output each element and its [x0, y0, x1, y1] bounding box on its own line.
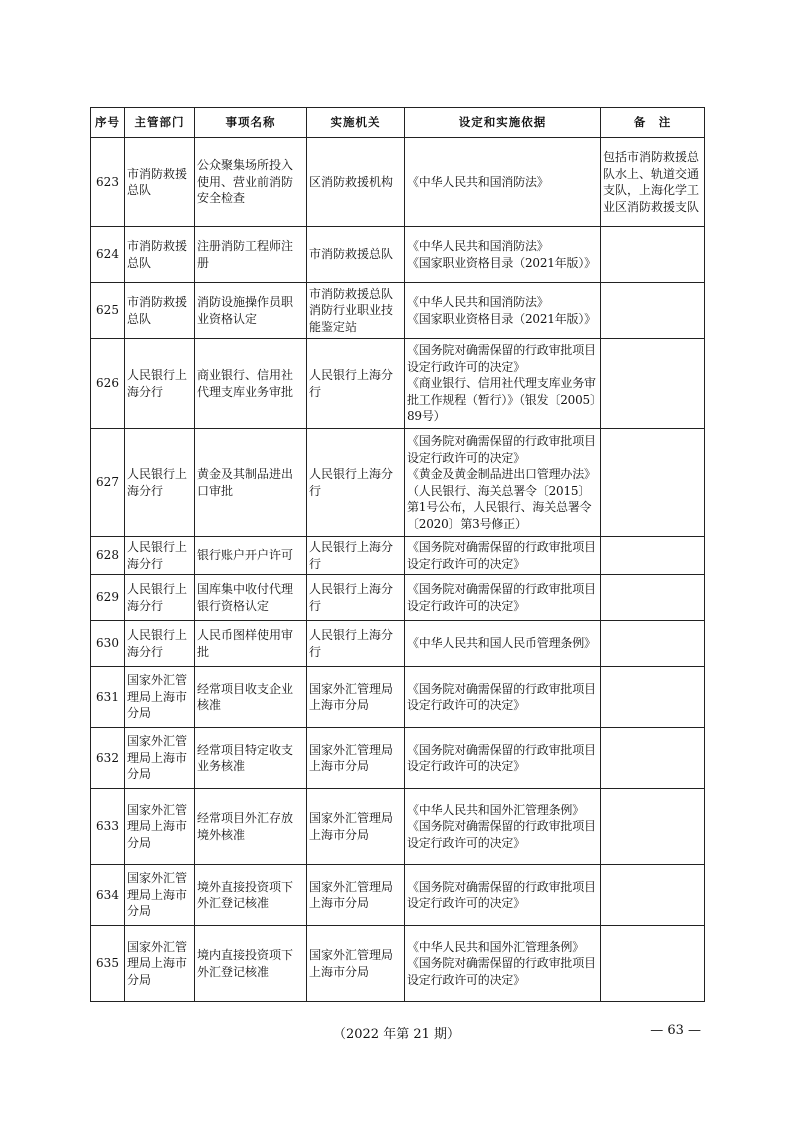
cell-basis	[405, 865, 601, 926]
table-body	[91, 138, 705, 1002]
cell-dept-text: 市消防救援总队	[127, 239, 188, 270]
cell-dept-text: 国家外汇管理局上海市分局	[127, 802, 188, 850]
cell-note	[601, 283, 705, 339]
cell-dept	[125, 537, 195, 575]
cell-basis-text: 《商业银行、信用社代理支库业务审批工作规程（暂行）》（银发〔2005〕89号）	[407, 376, 596, 424]
cell-dept-text: 国家外汇管理局上海市分局	[127, 871, 188, 919]
cell-no-text: 631	[96, 689, 119, 704]
cell-item-text: 注册消防工程师注册	[197, 239, 294, 270]
cell-no	[91, 227, 125, 283]
cell-basis	[405, 926, 601, 1002]
cell-no-text: 630	[96, 636, 119, 651]
page-number: — 63 —	[650, 1023, 701, 1038]
cell-agency	[307, 339, 405, 429]
table-row	[91, 667, 705, 728]
cell-dept-text: 国家外汇管理局上海市分局	[127, 939, 188, 987]
cell-basis	[405, 728, 601, 789]
cell-agency-text: 人民银行上海分行	[309, 628, 394, 659]
cell-dept	[125, 865, 195, 926]
cell-note	[601, 537, 705, 575]
header-note: 备 注	[601, 108, 705, 138]
table-row	[91, 926, 705, 1002]
cell-no-text: 634	[96, 887, 119, 902]
cell-basis	[405, 429, 601, 537]
cell-note	[601, 789, 705, 865]
cell-agency	[307, 789, 405, 865]
cell-item-text: 境内直接投资项下外汇登记核准	[197, 948, 294, 979]
cell-no-text: 628	[96, 548, 119, 563]
cell-basis-text: 《国务院对确需保留的行政审批项目设定行政许可的决定》	[407, 879, 596, 910]
cell-dept	[125, 728, 195, 789]
cell-item-text: 黄金及其制品进出口审批	[197, 467, 294, 498]
cell-agency	[307, 621, 405, 667]
cell-item	[195, 667, 307, 728]
permit-table	[90, 107, 705, 1002]
cell-item-text: 经常项目外汇存放境外核准	[197, 811, 294, 842]
cell-agency	[307, 865, 405, 926]
table-row	[91, 575, 705, 621]
cell-no	[91, 789, 125, 865]
cell-dept-text: 市消防救援总队	[127, 166, 188, 197]
cell-item	[195, 537, 307, 575]
cell-basis-text: 《国务院对确需保留的行政审批项目设定行政许可的决定》	[407, 681, 596, 712]
cell-no	[91, 283, 125, 339]
header-item: 事项名称	[195, 108, 307, 138]
cell-dept	[125, 227, 195, 283]
cell-agency	[307, 537, 405, 575]
cell-no	[91, 339, 125, 429]
cell-agency	[307, 728, 405, 789]
cell-note	[601, 926, 705, 1002]
cell-dept-text: 人民银行上海分行	[127, 540, 188, 571]
cell-dept	[125, 575, 195, 621]
cell-basis-text: 《国务院对确需保留的行政审批项目设定行政许可的决定》	[407, 582, 596, 613]
cell-no-text: 624	[96, 247, 119, 262]
cell-item	[195, 621, 307, 667]
cell-basis-text: 《国务院对确需保留的行政审批项目设定行政许可的决定》	[407, 540, 596, 571]
table-row	[91, 789, 705, 865]
cell-item	[195, 429, 307, 537]
cell-item	[195, 926, 307, 1002]
cell-dept	[125, 429, 195, 537]
cell-basis-text: 《国家职业资格目录（2021年版）》	[407, 255, 596, 270]
cell-basis-text: 《黄金及黄金制品进出口管理办法》（人民银行、海关总署令〔2015〕第1号公布，人民银行、海关总署令〔2020〕第3号修正）	[407, 467, 596, 531]
cell-basis-text: 《中华人民共和国消防法》	[407, 295, 549, 309]
cell-no-text: 629	[96, 590, 119, 605]
cell-agency-text: 市消防救援总队	[309, 247, 394, 262]
cell-item	[195, 789, 307, 865]
cell-no	[91, 621, 125, 667]
table-row	[91, 227, 705, 283]
cell-agency-text: 国家外汇管理局上海市分局	[309, 879, 394, 910]
cell-agency	[307, 575, 405, 621]
cell-no	[91, 728, 125, 789]
cell-basis-text: 《中华人民共和国人民币管理条例》	[407, 636, 596, 651]
cell-basis-text: 《国务院对确需保留的行政审批项目设定行政许可的决定》	[407, 434, 596, 465]
table-row	[91, 339, 705, 429]
table-header-row	[91, 108, 705, 138]
cell-agency-text: 区消防救援机构	[309, 174, 394, 189]
cell-item-text: 公众聚集场所投入使用、营业前消防安全检查	[197, 158, 294, 206]
cell-basis-text: 《中华人民共和国外汇管理条例》	[407, 939, 585, 954]
cell-agency-text: 人民银行上海分行	[309, 467, 394, 498]
cell-no-text: 633	[96, 819, 119, 834]
cell-basis	[405, 283, 601, 339]
cell-dept	[125, 926, 195, 1002]
cell-dept-text: 国家外汇管理局上海市分局	[127, 734, 188, 782]
cell-note-text: 包括市消防救援总队水上、轨道交通支队，上海化学工业区消防救援支队	[603, 150, 700, 214]
cell-item-text: 经常项目特定收支业务核准	[197, 742, 294, 773]
cell-item-text: 银行账户开户许可	[197, 548, 294, 563]
cell-basis	[405, 227, 601, 283]
cell-basis-text: 《中华人民共和国消防法》	[407, 239, 549, 253]
cell-dept	[125, 283, 195, 339]
cell-basis	[405, 667, 601, 728]
cell-basis	[405, 789, 601, 865]
cell-agency-text: 国家外汇管理局上海市分局	[309, 811, 394, 842]
table-row	[91, 429, 705, 537]
cell-basis	[405, 138, 601, 227]
cell-note	[601, 429, 705, 537]
cell-note	[601, 138, 705, 227]
cell-item-text: 国库集中收付代理银行资格认定	[197, 582, 294, 613]
cell-no	[91, 926, 125, 1002]
cell-no-text: 623	[96, 174, 119, 189]
cell-no-text: 627	[96, 475, 119, 490]
cell-note	[601, 227, 705, 283]
header-agency: 实施机关	[307, 108, 405, 138]
cell-dept-text: 国家外汇管理局上海市分局	[127, 673, 188, 721]
cell-no	[91, 865, 125, 926]
cell-agency	[307, 227, 405, 283]
table-row	[91, 283, 705, 339]
cell-item	[195, 865, 307, 926]
cell-no-text: 626	[96, 376, 119, 391]
cell-agency-text: 市消防救援总队消防行业职业技能鉴定站	[309, 286, 394, 334]
cell-basis-text: 《中华人民共和国消防法》	[407, 174, 549, 189]
cell-no	[91, 537, 125, 575]
cell-item-text: 人民币图样使用审批	[197, 628, 294, 659]
header-dept: 主管部门	[125, 108, 195, 138]
cell-note	[601, 339, 705, 429]
cell-basis-text: 《中华人民共和国外汇管理条例》	[407, 802, 585, 817]
cell-note	[601, 575, 705, 621]
cell-no-text: 632	[96, 750, 119, 765]
cell-note	[601, 621, 705, 667]
cell-item-text: 消防设施操作员职业资格认定	[197, 295, 294, 326]
cell-no	[91, 138, 125, 227]
cell-item	[195, 339, 307, 429]
cell-dept	[125, 667, 195, 728]
cell-item	[195, 575, 307, 621]
cell-dept-text: 人民银行上海分行	[127, 628, 188, 659]
cell-agency	[307, 283, 405, 339]
cell-item-text: 经常项目收支企业核准	[197, 681, 294, 712]
cell-item	[195, 227, 307, 283]
cell-agency	[307, 667, 405, 728]
cell-dept-text: 人民银行上海分行	[127, 467, 188, 498]
cell-note	[601, 728, 705, 789]
cell-no-text: 635	[96, 956, 119, 971]
cell-no-text: 625	[96, 303, 119, 318]
cell-dept-text: 人民银行上海分行	[127, 368, 188, 399]
table-row	[91, 138, 705, 227]
cell-item-text: 商业银行、信用社代理支库业务审批	[197, 368, 294, 399]
cell-no	[91, 575, 125, 621]
cell-agency-text: 人民银行上海分行	[309, 368, 394, 399]
cell-item	[195, 283, 307, 339]
cell-basis	[405, 621, 601, 667]
cell-basis	[405, 537, 601, 575]
cell-basis-text: 《国家职业资格目录（2021年版）》	[407, 311, 596, 326]
issue-label: （2022 年第 21 期）	[332, 1027, 461, 1042]
cell-dept	[125, 621, 195, 667]
cell-agency-text: 国家外汇管理局上海市分局	[309, 742, 394, 773]
cell-agency-text: 国家外汇管理局上海市分局	[309, 948, 394, 979]
header-no: 序号	[91, 108, 125, 138]
cell-basis	[405, 575, 601, 621]
cell-dept	[125, 138, 195, 227]
cell-agency	[307, 138, 405, 227]
cell-no	[91, 429, 125, 537]
cell-agency-text: 国家外汇管理局上海市分局	[309, 681, 394, 712]
cell-dept	[125, 339, 195, 429]
cell-no	[91, 667, 125, 728]
cell-note	[601, 667, 705, 728]
cell-agency-text: 人民银行上海分行	[309, 582, 394, 613]
cell-agency	[307, 926, 405, 1002]
cell-item-text: 境外直接投资项下外汇登记核准	[197, 879, 294, 910]
cell-agency-text: 人民银行上海分行	[309, 540, 394, 571]
cell-dept-text: 人民银行上海分行	[127, 582, 188, 613]
cell-dept	[125, 789, 195, 865]
cell-basis	[405, 339, 601, 429]
cell-item	[195, 728, 307, 789]
cell-basis-text: 《国务院对确需保留的行政审批项目设定行政许可的决定》	[407, 819, 596, 850]
table-row	[91, 728, 705, 789]
cell-dept-text: 市消防救援总队	[127, 295, 188, 326]
cell-agency	[307, 429, 405, 537]
cell-basis-text: 《国务院对确需保留的行政审批项目设定行政许可的决定》	[407, 343, 596, 374]
header-basis: 设定和实施依据	[405, 108, 601, 138]
table-row	[91, 865, 705, 926]
cell-note	[601, 865, 705, 926]
cell-item	[195, 138, 307, 227]
table-row	[91, 537, 705, 575]
table-row	[91, 621, 705, 667]
cell-basis-text: 《国务院对确需保留的行政审批项目设定行政许可的决定》	[407, 742, 596, 773]
cell-basis-text: 《国务院对确需保留的行政审批项目设定行政许可的决定》	[407, 956, 596, 987]
